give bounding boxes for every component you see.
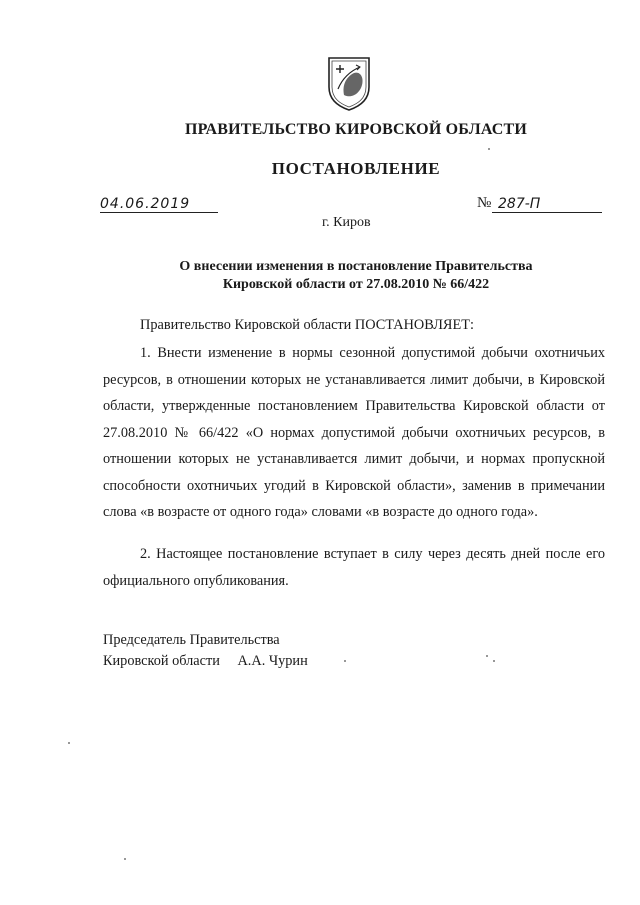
scan-speck [344, 660, 346, 662]
number-label: № [477, 195, 492, 211]
document-type: ПОСТАНОВЛЕНИЕ [271, 159, 441, 178]
scan-speck [124, 858, 126, 860]
handwritten-number: 287-П [492, 196, 602, 213]
coat-of-arms-icon [326, 55, 372, 111]
signatory-name: А.А. Чурин [237, 653, 308, 669]
signature-region: Кировской области [103, 653, 220, 669]
handwritten-date: 04.06.2019 [100, 196, 218, 213]
paragraph-1: 1. Внести изменение в нормы сезонной допустимой добычи охотничьих ресурсов, в отношении которых не устанавливается лимит добычи, в Кировской области, утвержденные постановлением Правительства Кировской области от 27.08.2010 № 66/422 «О нормах допустимой добычи охотничьих ресурсов, в отношении которых не устанавливается лимит добычи, и нормах пропускной способности охотничьих угодий в Кировской области», заменив в примечании слова «в возрасте от одного года» словами «в возрасте до одного года». [103, 345, 605, 520]
scan-speck [493, 660, 495, 662]
government-title: ПРАВИТЕЛЬСТВО КИРОВСКОЙ ОБЛАСТИ [184, 121, 528, 138]
intro-paragraph: Правительство Кировской области ПОСТАНОВЛЯЕТ: [140, 317, 474, 333]
document-subject [36, 258, 640, 294]
signature-block [103, 630, 308, 672]
subject-line-2: Кировской области от 27.08.2010 № 66/422 [222, 277, 490, 292]
subject-line-1: О внесении изменения в постановление Правительства [179, 259, 533, 274]
city: г. Киров [322, 215, 371, 230]
scan-speck [488, 148, 490, 150]
scan-speck [68, 742, 70, 744]
scan-speck [486, 655, 488, 657]
signature-region-line [103, 651, 308, 672]
paragraph-2: 2. Настоящее постановление вступает в силу через десять дней после его официального опубликования. [103, 546, 605, 589]
signature-position: Председатель Правительства [103, 632, 280, 648]
